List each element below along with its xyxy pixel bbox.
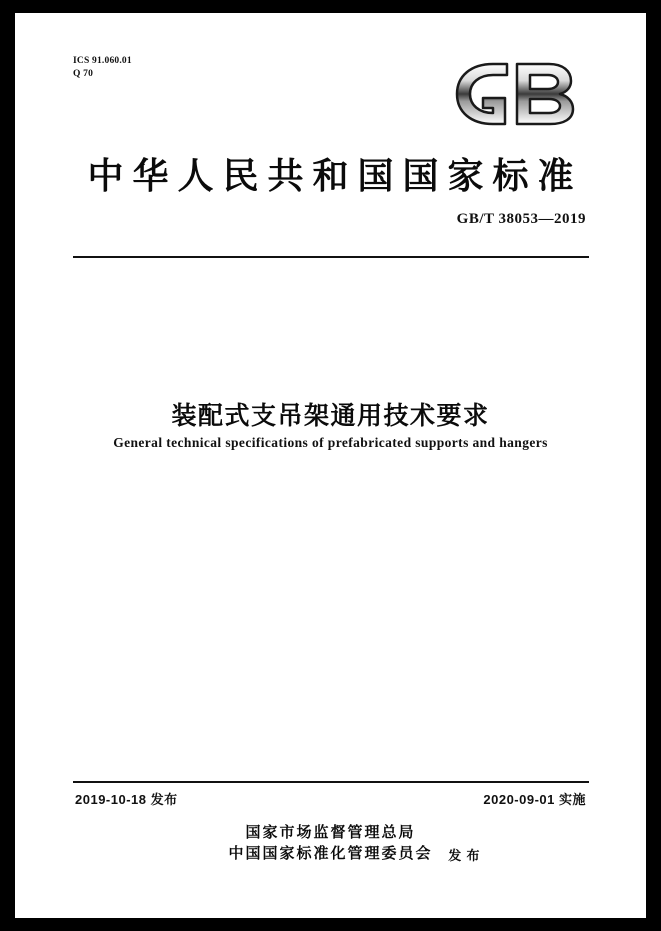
publish-label: 发 布: [448, 848, 481, 863]
publisher-line-2: 中国国家标准化管理委员会: [228, 846, 433, 862]
ics-classification-block: [73, 55, 132, 81]
publisher-block: [15, 823, 646, 865]
publisher-rows: [228, 823, 481, 865]
document-page: [15, 13, 646, 918]
page-content: [15, 13, 646, 918]
effective-date: 2020-09-01 实施: [483, 792, 586, 807]
standard-number: GB/T 38053—2019: [456, 211, 586, 227]
issue-date: 2019-10-18 发布: [75, 792, 178, 807]
document-title-english: General technical specifications of prefabricated supports and hangers: [113, 435, 548, 450]
national-standard-title: 中华人民共和国国家标准: [87, 156, 583, 196]
ccs-code: Q 70: [73, 69, 94, 79]
publisher-line-1: 国家市场监督管理总局: [245, 825, 416, 841]
header-divider: [73, 256, 589, 258]
gb-logo-icon: [449, 58, 584, 130]
document-title-chinese: 装配式支吊架通用技术要求: [171, 402, 490, 430]
footer-divider: [73, 781, 589, 783]
ics-code: ICS 91.060.01: [73, 56, 132, 66]
